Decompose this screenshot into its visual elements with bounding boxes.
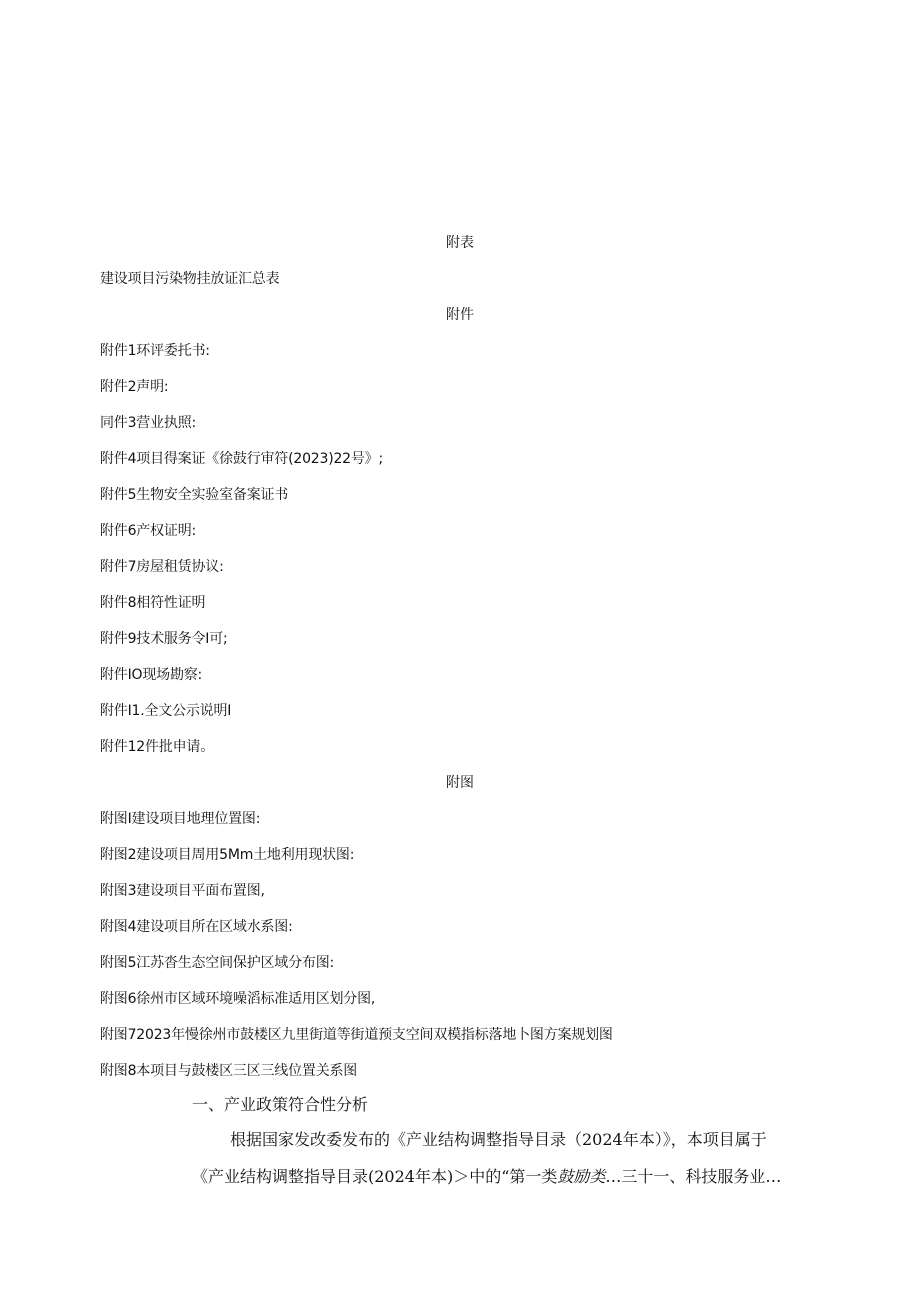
figure-item: 附图8本项目与鼓楼区三区三线位置关系图 <box>100 1063 358 1079</box>
attachment-item: 附件8相符性证明 <box>100 595 206 611</box>
figure-item: 附图2建设项目周用5Mm土地利用现状图: <box>100 847 355 863</box>
attachment-item: 附件6产权证明: <box>100 523 197 539</box>
paragraph-line-1: 根据国家发改委发布的《产业结构调整指导目录（2024年本）》，本项目属于 <box>230 1130 767 1149</box>
paragraph-line-2-start: 《产业结构调整指导目录(2024年本)＞中的“第一类 <box>192 1167 558 1186</box>
paragraph-line-2 <box>192 1167 781 1187</box>
attachment-item: 附件9技术服务令I可; <box>100 631 228 647</box>
attachment-item: 附件4项目得案证《徐鼓行审符(2023)22号》; <box>100 451 383 467</box>
paragraph-line-2-end: …三十一、科技服务业… <box>605 1167 782 1186</box>
figure-item: 附图72023年慢徐州市鼓楼区九里街道等街道预支空间双模指标落地卜图方案规划图 <box>100 1027 613 1043</box>
attachment-item: 同件3营业执照: <box>100 415 197 431</box>
figure-item: 附图3建设项目平面布置图, <box>100 883 265 899</box>
attachment-item: 附件I1.全文公示说明I <box>100 703 232 719</box>
figure-item: 附图4建设项目所在区域水系图: <box>100 919 293 935</box>
figure-item: 附图6徐州市区域环境噪滔标准适用区划分图, <box>100 991 376 1007</box>
attachment-item: 附件7房屋租赁协议: <box>100 559 224 575</box>
paragraph-line-2-italic: 鼓励类 <box>557 1167 606 1186</box>
figure-item: 附图I建设项目地理位置图: <box>100 811 261 827</box>
attachment-item: 附件IO现场勘察: <box>100 667 203 683</box>
attached-table-item: 建设项目污染物挂放证汇总表 <box>100 271 280 287</box>
attached-table-heading: 附表 <box>446 235 474 251</box>
attachments-heading: 附件 <box>446 307 474 323</box>
section-title: 一、产业政策符合性分析 <box>192 1095 369 1114</box>
attachment-item: 附件1环评委托书: <box>100 343 210 359</box>
attachment-item: 附件12件批申请。 <box>100 739 215 755</box>
attached-figures-heading: 附图 <box>446 775 474 791</box>
attachment-item: 附件5生物安全实验室备案证书 <box>100 487 289 503</box>
attachment-item: 附件2声明: <box>100 379 169 395</box>
figure-item: 附图5江苏沓生态空间保护区域分布图: <box>100 955 335 971</box>
